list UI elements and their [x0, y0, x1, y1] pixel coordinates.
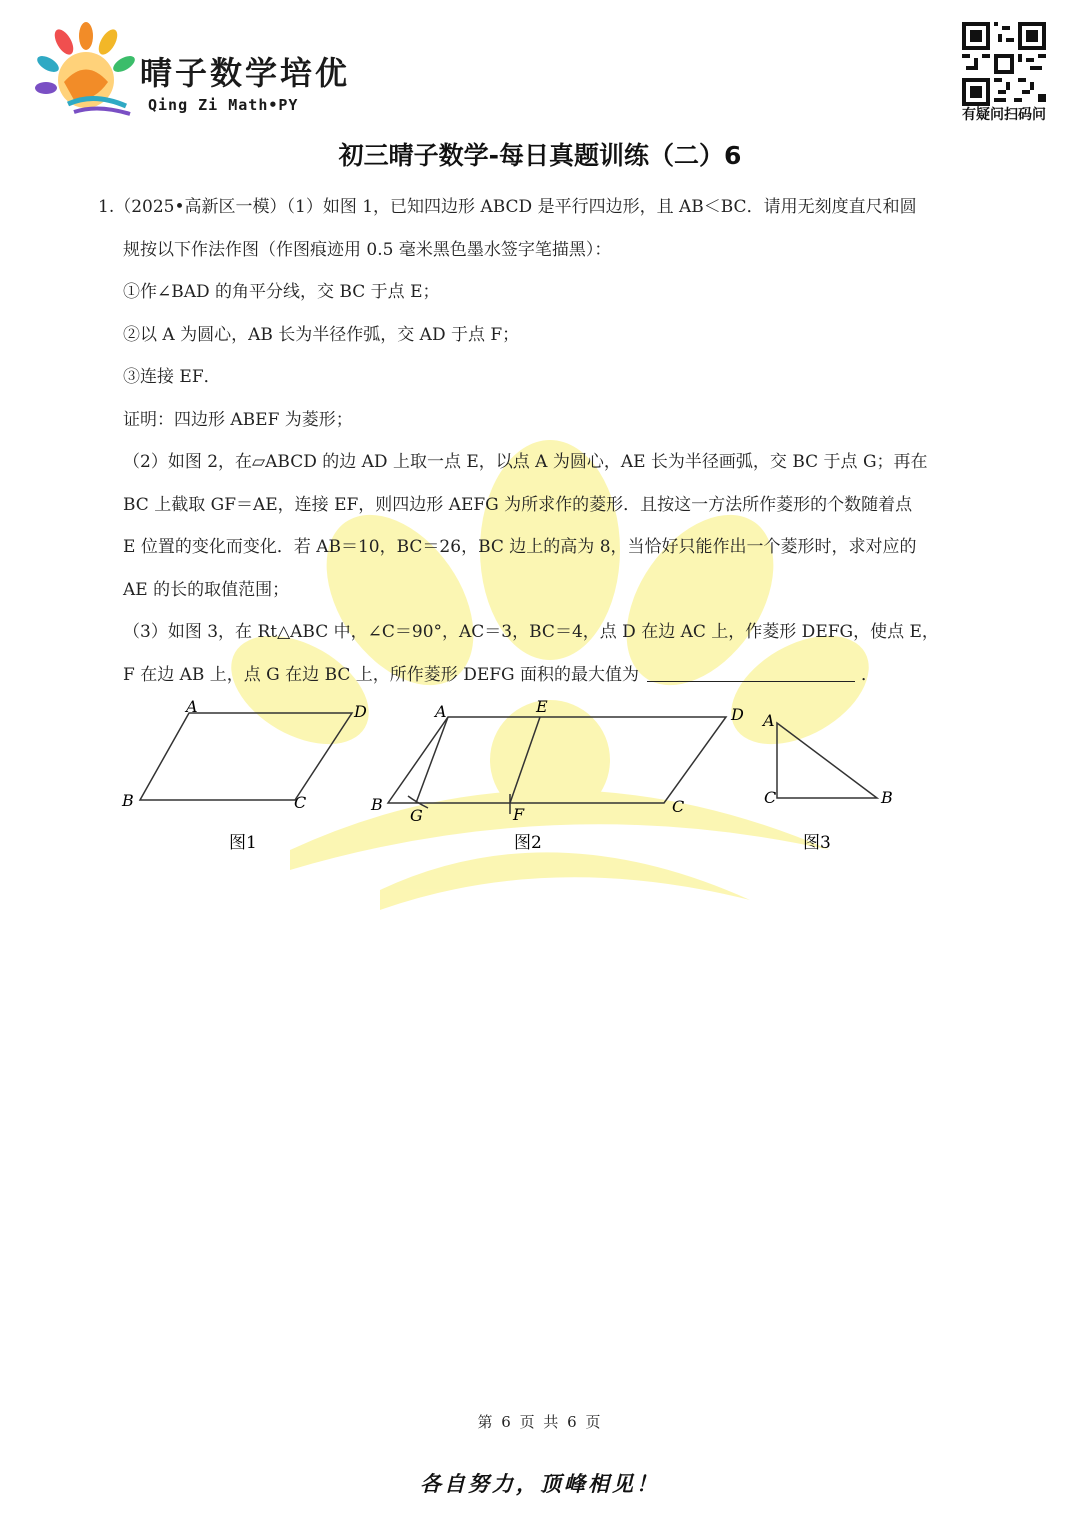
part3-line	[98, 654, 988, 697]
fig3-label-a: A	[763, 711, 775, 730]
qr-code[interactable]	[962, 22, 1046, 106]
brand-name-en: Qing Zi Math•PY	[148, 96, 299, 114]
problem-line: 1.（2025•高新区一模）（1）如图 1，已知四边形 ABCD 是平行四边形，且 AB＜BC．请用无刻度直尺和圆	[98, 197, 917, 217]
qr-caption: 有疑问扫码问	[962, 107, 1046, 123]
footer-slogan: 各自努力，顶峰相见！	[420, 1471, 660, 1496]
figures	[112, 698, 912, 863]
figure-3	[777, 723, 877, 798]
page-title: 初三晴子数学-每日真题训练（二）6	[338, 141, 742, 170]
fig2-label-b: B	[371, 795, 383, 814]
fig3-label-c: C	[764, 788, 777, 807]
part3-end: ．	[861, 664, 879, 685]
fig1-label-a: A	[186, 698, 198, 716]
figure-1	[140, 713, 352, 800]
fig3-label-b: B	[881, 788, 893, 807]
part2-line: E 位置的变化而变化．若 AB＝10，BC＝26，BC 边上的高为 8，当恰好只能作出一个菱形时，求对应的	[123, 537, 917, 557]
fig1-caption: 图1	[229, 833, 257, 853]
fig2-label-e: E	[536, 698, 548, 716]
part3-text: F 在边 AB 上，点 G 在边 BC 上，所作菱形 DEFG 面积的最大值为	[123, 664, 640, 685]
problem-body	[98, 186, 988, 696]
step-3: ③连接 EF．	[123, 367, 221, 387]
problem-line: 规按以下作法作图（作图痕迹用 0.5 毫米黑色墨水签字笔描黑）：	[123, 239, 612, 260]
part2-line: AE 的长的取值范围；	[123, 579, 290, 600]
fig2-label-c: C	[672, 797, 685, 816]
page-number: 第 6 页 共 6 页	[477, 1413, 603, 1431]
fig3-caption: 图3	[803, 833, 831, 853]
part3-line: （3）如图 3，在 Rt△ABC 中，∠C＝90°，AC＝3，BC＝4，点 D 在边 AC 上，作菱形 DEFG，使点 E，	[123, 622, 939, 642]
fig2-caption: 图2	[514, 833, 542, 853]
answer-blank[interactable]	[647, 663, 855, 682]
brand-logo	[34, 22, 144, 122]
part2-line: BC 上截取 GF＝AE，连接 EF，则四边形 AEFG 为所求作的菱形．且按这一方法所作菱形的个数随着点	[123, 494, 913, 515]
fig2-label-a: A	[435, 702, 447, 721]
fig2-label-g: G	[410, 806, 423, 825]
step-1: ①作∠BAD 的角平分线，交 BC 于点 E；	[123, 282, 440, 302]
part2-line: （2）如图 2，在▱ABCD 的边 AD 上取一点 E，以点 A 为圆心，AE 长为半径画弧，交 BC 于点 G；再在	[123, 452, 928, 472]
fig2-label-d: D	[731, 705, 744, 724]
fig1-label-c: C	[294, 793, 307, 812]
brand-name-cn: 晴子数学培优	[140, 54, 351, 92]
step-2: ②以 A 为圆心，AB 长为半径作弧，交 AD 于点 F；	[123, 324, 520, 345]
fig1-label-d: D	[354, 702, 367, 721]
fig1-label-b: B	[122, 791, 134, 810]
fig2-label-f: F	[513, 805, 525, 824]
proof-requirement: 证明：四边形 ABEF 为菱形；	[123, 409, 353, 430]
